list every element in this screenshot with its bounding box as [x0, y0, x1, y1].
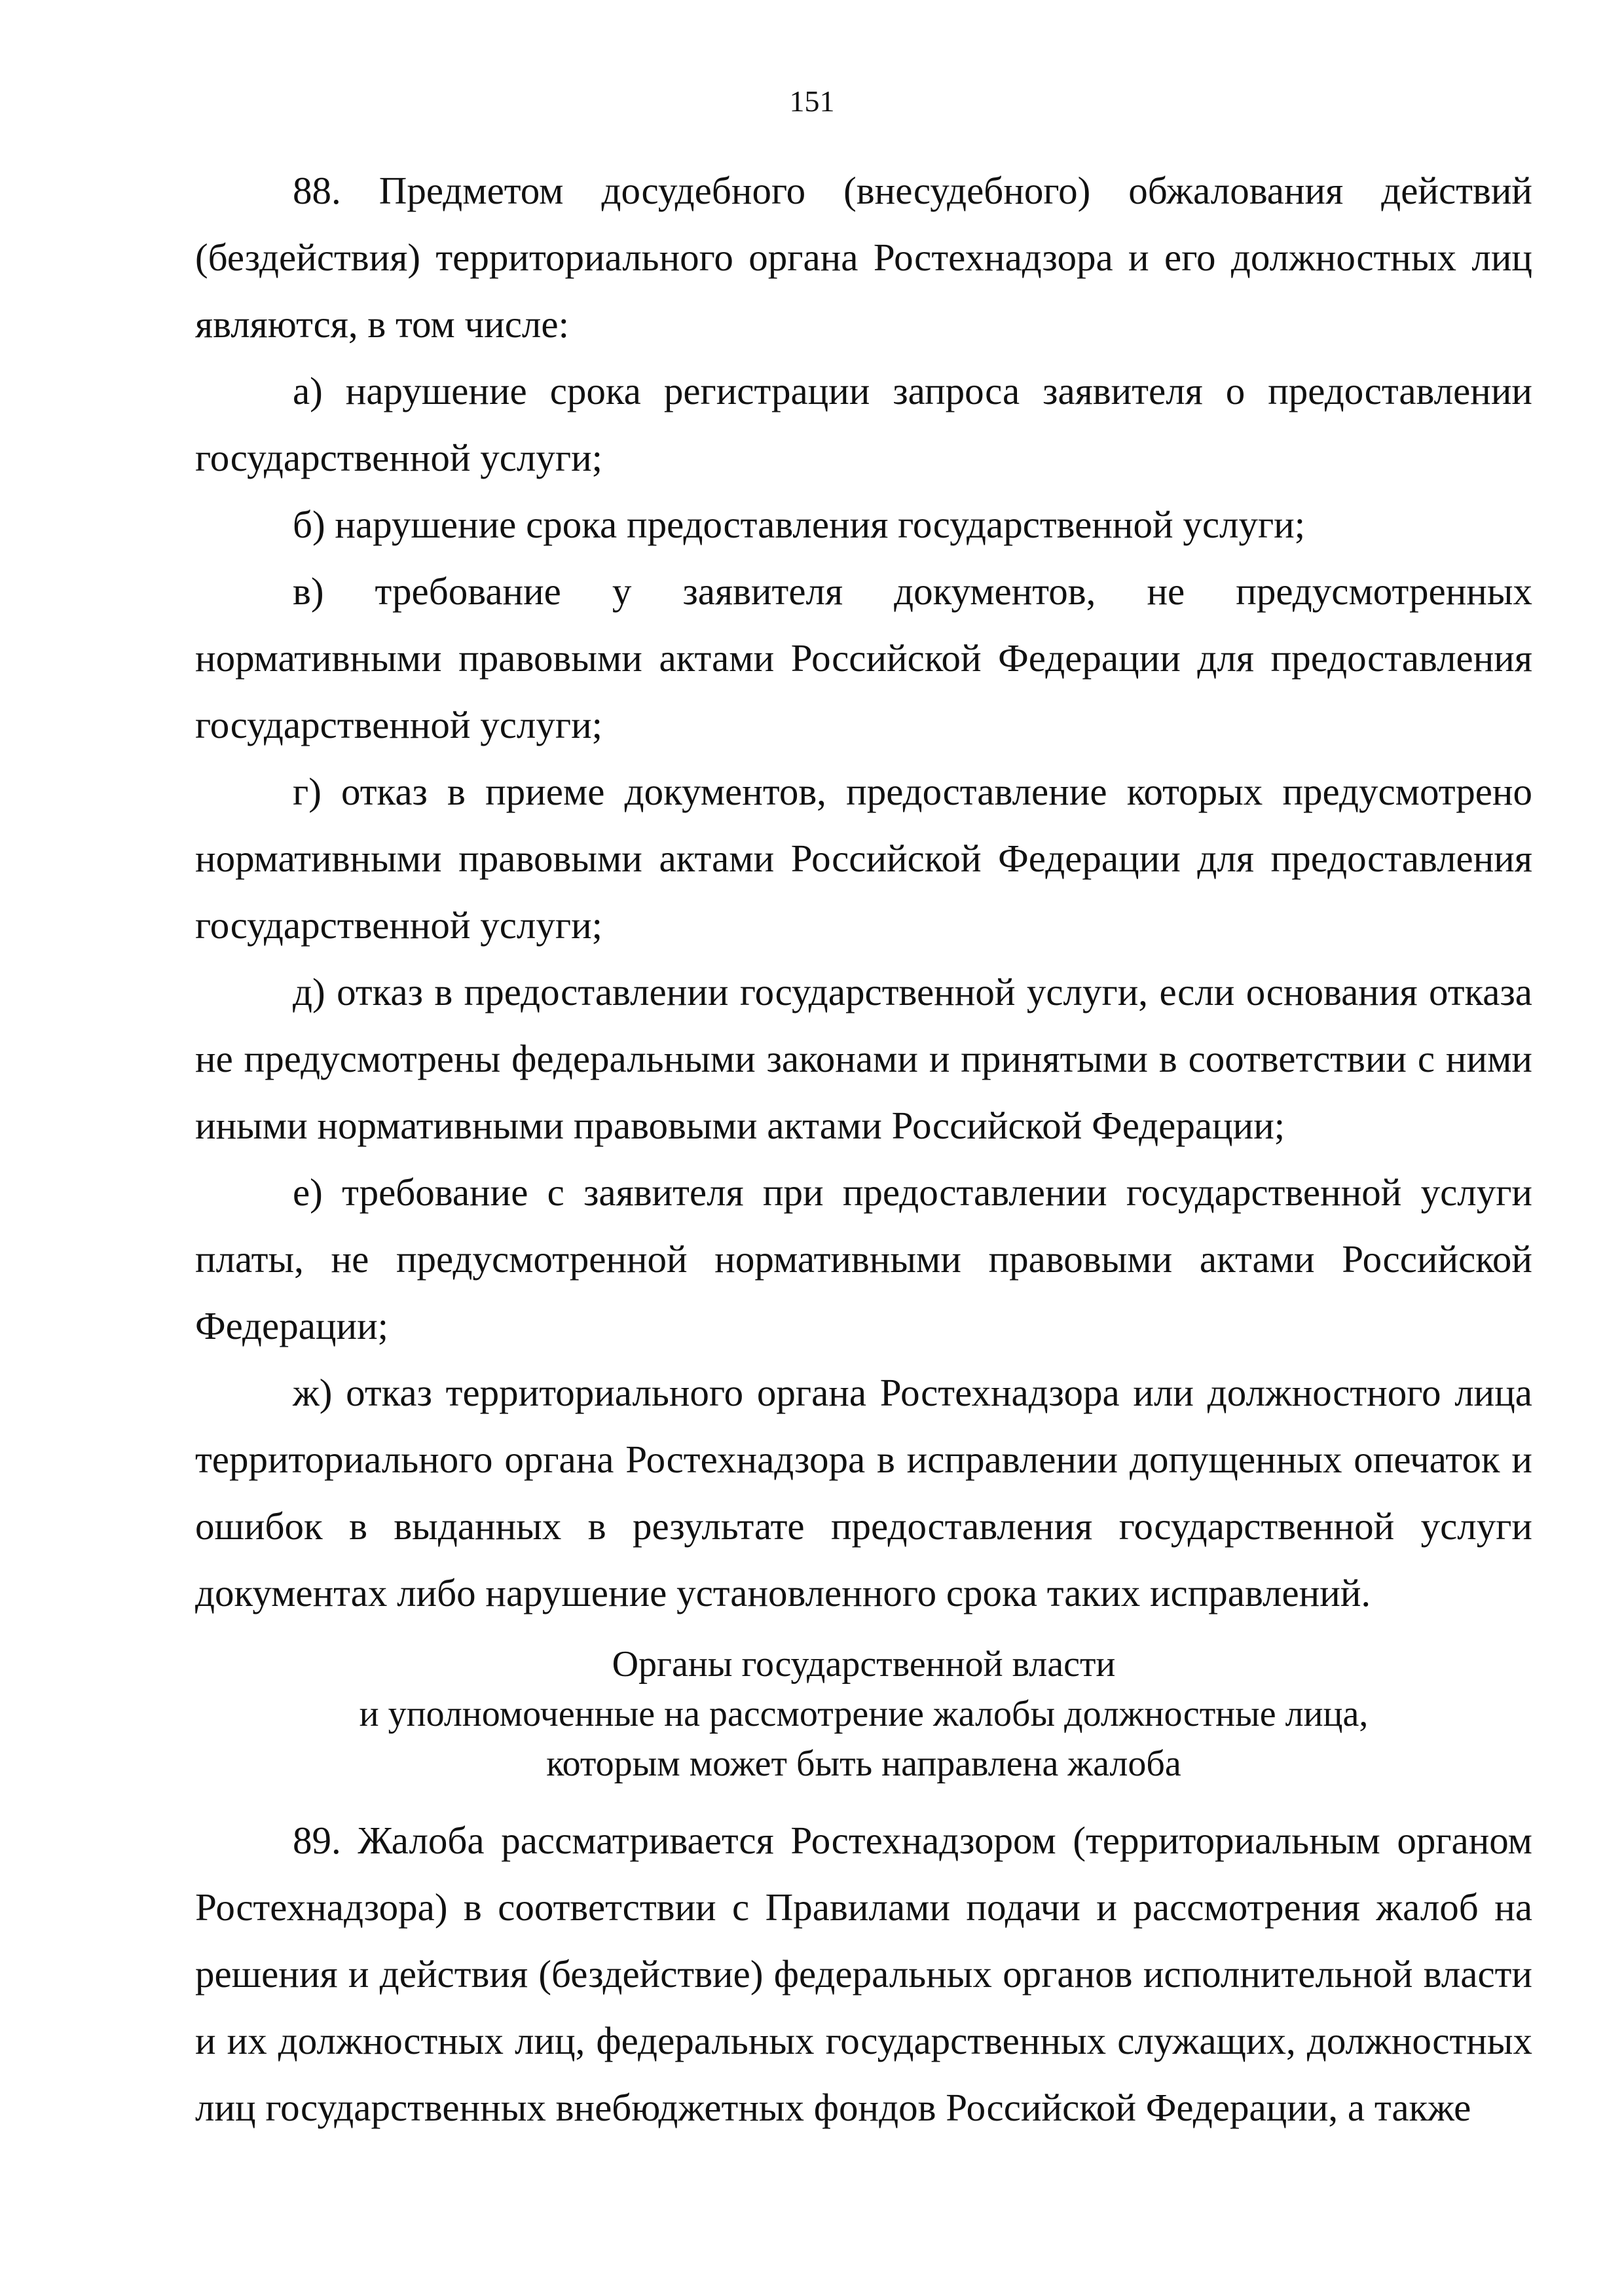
- paragraph-item-d: д) отказ в предоставлении государственной услуги, если основания отказа не предусмотрены федеральными законами и принятыми в соответствии с ними иными нормативными правовыми актами Российской Федерации;: [195, 970, 1532, 1147]
- page-content: [195, 157, 1532, 2141]
- paragraph-item-v: в) требование у заявителя документов, не предусмотренных нормативными правовыми актами Российской Федерации для предоставления государственной услуги;: [195, 570, 1532, 746]
- paragraph-89: 89. Жалоба рассматривается Ростехнадзором (территориальным органом Ростехнадзора) в соответствии с Правилами подачи и рассмотрения жалоб на решения и действия (бездействие) федеральных органов исполнительной власти и их должностных лиц, федеральных государственных служащих, должностных лиц государственных внебюджетных фондов Российской Федерации, а также: [195, 1819, 1532, 2129]
- paragraph-item-e: е) требование с заявителя при предоставлении государственной услуги платы, не предусмотренной нормативными правовыми актами Российской Федерации;: [195, 1171, 1532, 1347]
- paragraph-item-zh: ж) отказ территориального органа Ростехнадзора или должностного лица территориального органа Ростехнадзора в исправлении допущенных опечаток и ошибок в выданных в результате предоставления государственной услуги документах либо нарушение установленного срока таких исправлений.: [195, 1371, 1532, 1614]
- section-heading-line-3: которым может быть направлена жалоба: [546, 1743, 1181, 1784]
- paragraph-88: 88. Предметом досудебного (внесудебного) обжалования действий (бездействия) территориального органа Ростехнадзора и его должностных лиц являются, в том числе:: [195, 169, 1532, 346]
- paragraph-item-a: а) нарушение срока регистрации запроса заявителя о предоставлении государственной услуги;: [195, 369, 1532, 479]
- page-number: 151: [789, 84, 835, 118]
- section-heading: [195, 1639, 1532, 1789]
- paragraph-item-b: б) нарушение срока предоставления государственной услуги;: [293, 503, 1306, 546]
- section-heading-line-2: и уполномоченные на рассмотрение жалобы должностные лица,: [359, 1694, 1369, 1734]
- section-heading-line-1: Органы государственной власти: [612, 1644, 1116, 1685]
- paragraph-item-g: г) отказ в приеме документов, предоставление которых предусмотрено нормативными правовыми актами Российской Федерации для предоставления государственной услуги;: [195, 770, 1532, 947]
